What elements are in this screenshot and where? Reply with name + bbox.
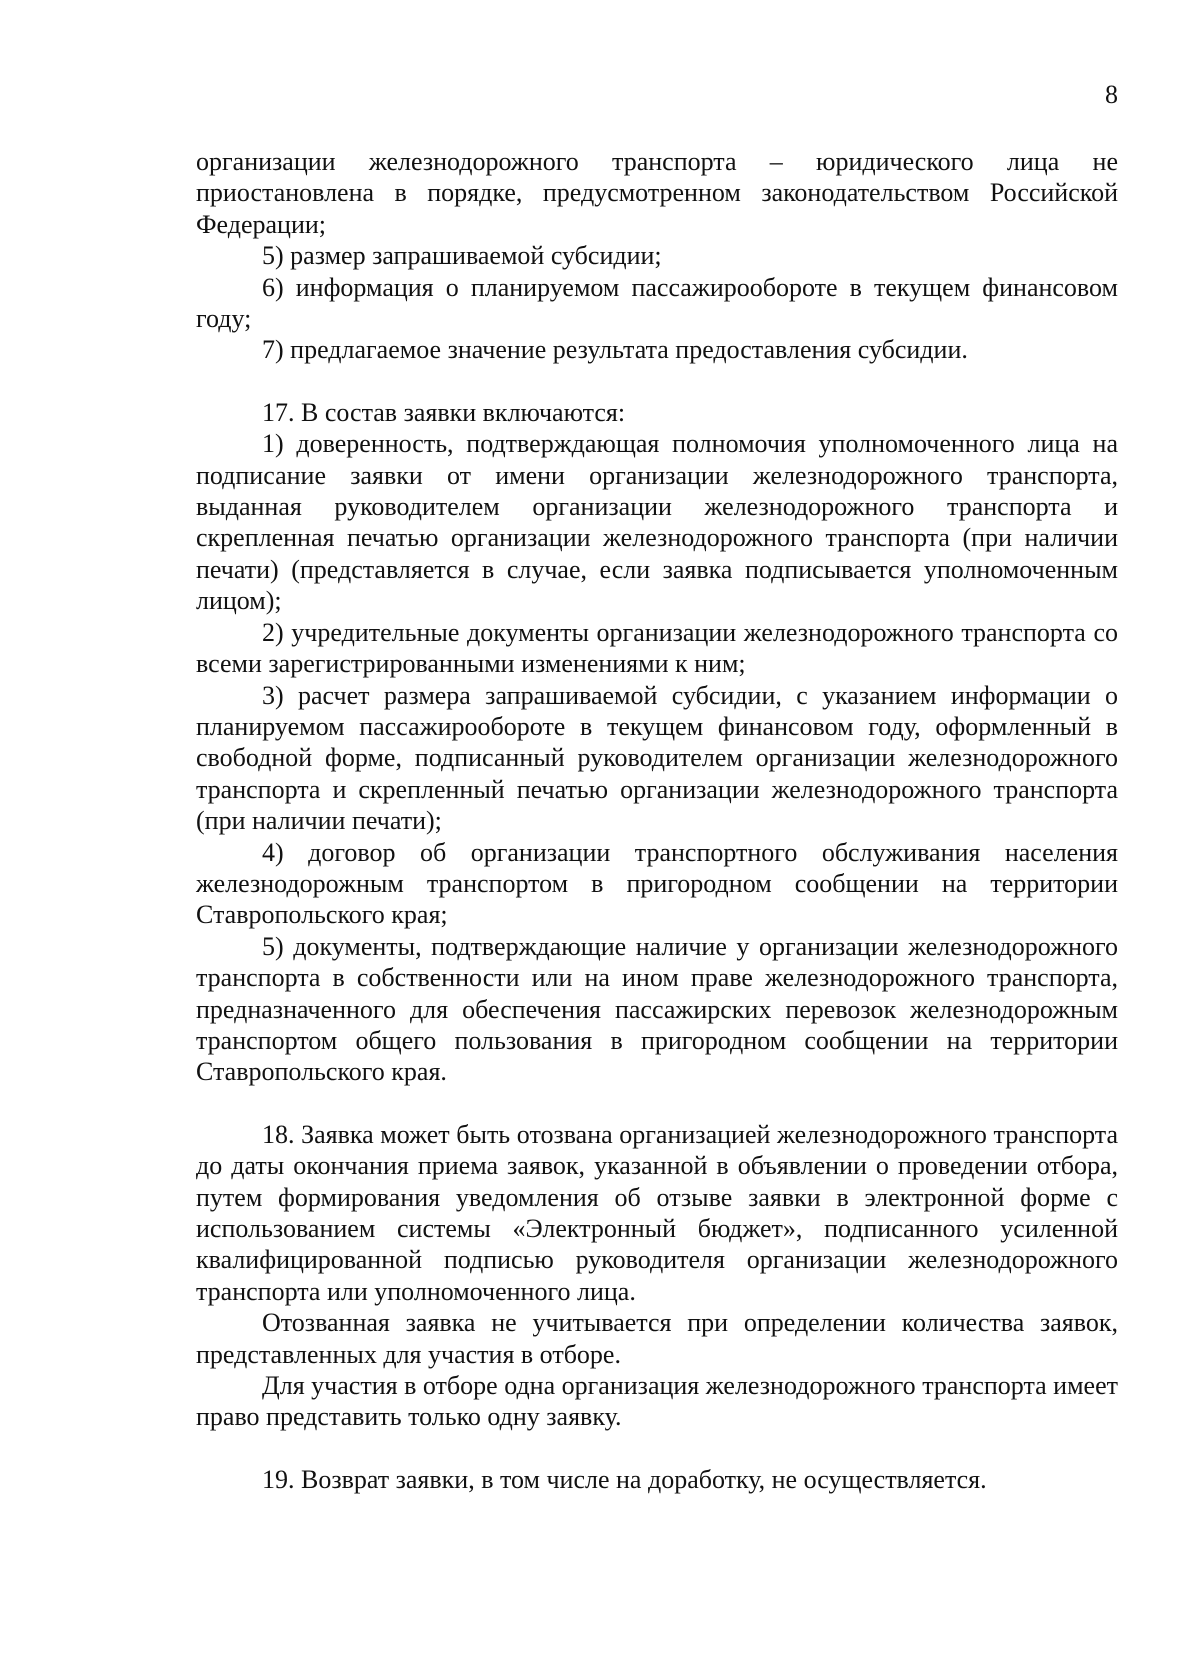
paragraph-17-item-5: 5) документы, подтверждающие наличие у организации железнодорожного транспорта в собственности или на ином праве железнодорожного транспорта, предназначенного для обеспечения пассажирских перевозок железнодорожным транспортом общего пользования в пригородном сообщении на территории Ставропольского края. xyxy=(196,931,1118,1087)
page-number: 8 xyxy=(1105,80,1118,109)
paragraph-continuation: организации железнодорожного транспорта – юридического лица не приостановлена в порядке, предусмотренном законодательством Российской Федерации; xyxy=(196,147,1118,239)
paragraph-item-6-passenger-turnover: 6) информация о планируемом пассажирообороте в текущем финансовом году; xyxy=(196,272,1118,334)
paragraph-item-7-result-value: 7) предлагаемое значение результата предоставления субсидии. xyxy=(262,335,968,365)
paragraph-17-item-3: 3) расчет размера запрашиваемой субсидии, с указанием информации о планируемом пассажирообороте в текущем финансовом году, оформленный в свободной форме, подписанный руководителем организации железнодорожного транспорта и скрепленный печатью организации железнодорожного транспорта (при наличии печати); xyxy=(196,680,1118,836)
paragraph-item-5-subsidy-size: 5) размер запрашиваемой субсидии; xyxy=(262,241,662,271)
paragraph-section-17: 17. В состав заявки включаются: xyxy=(262,397,626,427)
paragraph-18-withdrawn: Отозванная заявка не учитывается при определении количества заявок, представленных для участия в отборе. xyxy=(196,1308,1118,1369)
paragraph-17-item-2: 2) учредительные документы организации железнодорожного транспорта со всеми зарегистрированными изменениями к ним; xyxy=(196,617,1118,679)
paragraph-section-18: 18. Заявка может быть отозвана организацией железнодорожного транспорта до даты окончания приема заявок, указанной в объявлении о проведении отбора, путем формирования уведомления об отзыве заявки в электронной форме с использованием системы «Электронный бюджет», подписанного усиленной квалифицированной подписью руководителя организации железнодорожного транспорта или уполномоченного лица. xyxy=(196,1119,1118,1306)
paragraph-section-19: 19. Возврат заявки, в том числе на доработку, не осуществляется. xyxy=(262,1464,987,1494)
paragraph-18-single-application: Для участия в отборе одна организация железнодорожного транспорта имеет право представить только одну заявку. xyxy=(196,1371,1118,1432)
paragraph-17-item-4: 4) договор об организации транспортного обслуживания населения железнодорожным транспортом в пригородном сообщении на территории Ставропольского края; xyxy=(196,837,1118,930)
document-body xyxy=(196,146,1118,1495)
paragraph-17-item-1: 1) доверенность, подтверждающая полномочия уполномоченного лица на подписание заявки от имени организации железнодорожного транспорта, выданная руководителем организации железнодорожного транспорта и скрепленная печатью организации железнодорожного транспорта (при наличии печати) (представляется в случае, если заявка подписывается уполномоченным лицом); xyxy=(196,429,1118,616)
